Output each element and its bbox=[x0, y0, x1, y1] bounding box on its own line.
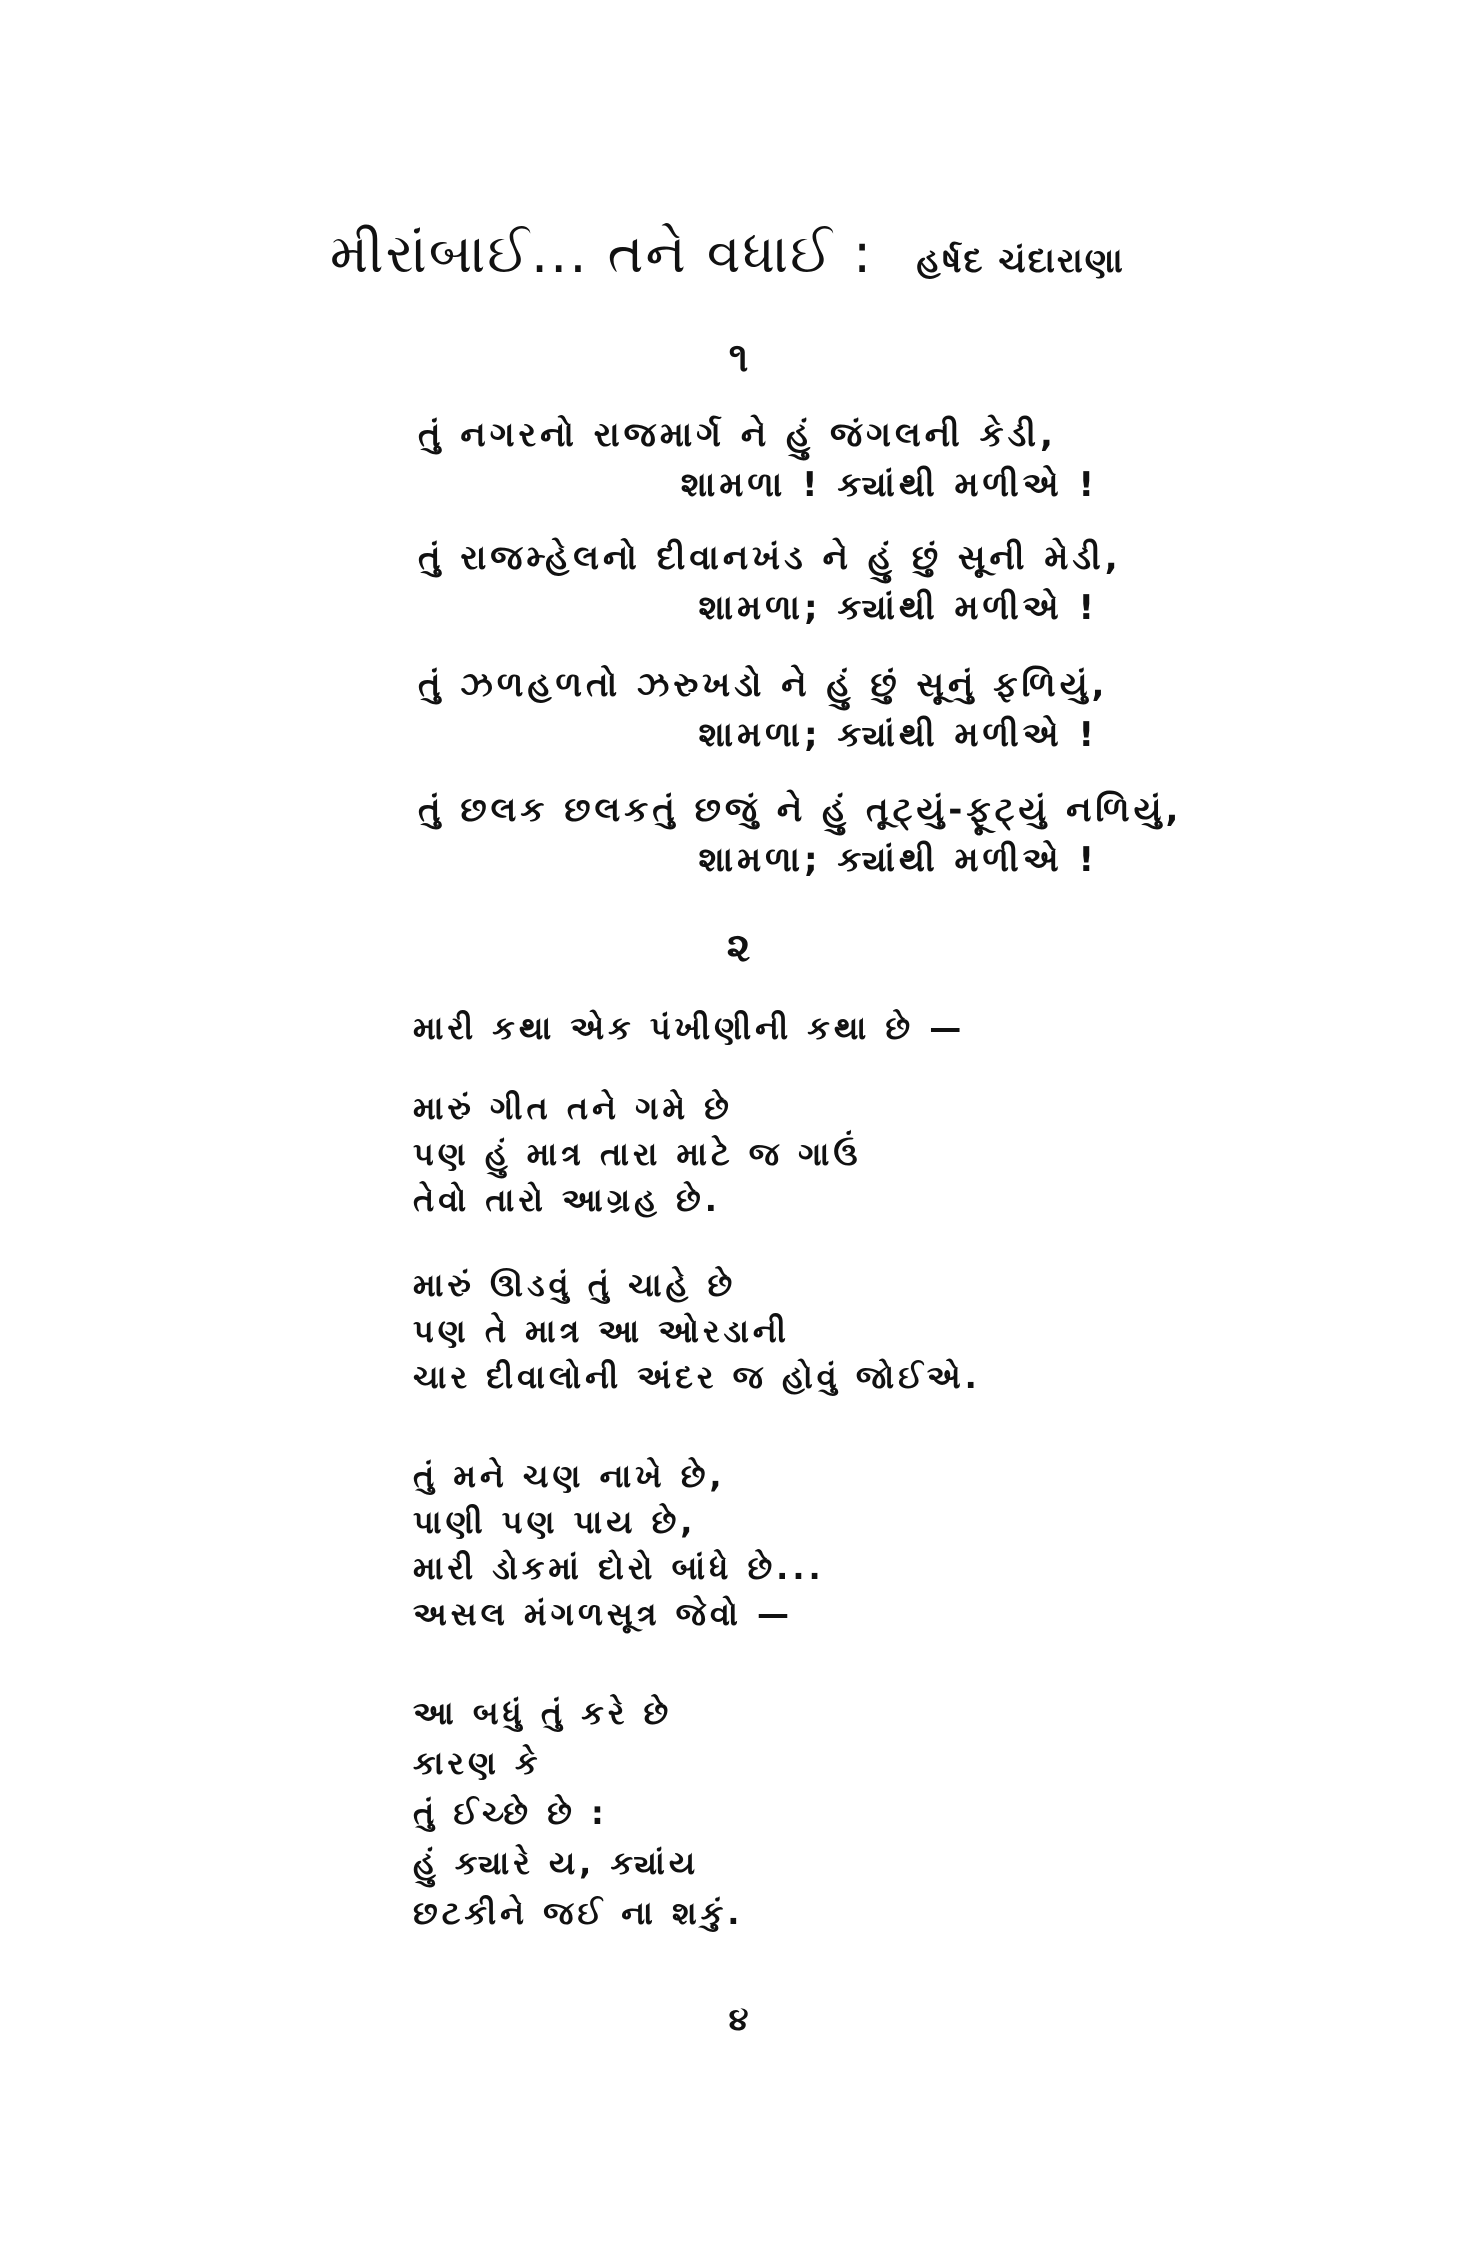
section-number-1: ૧ bbox=[728, 335, 749, 381]
stanza bbox=[413, 1085, 1313, 1223]
stanza bbox=[413, 1688, 1313, 1938]
stanza bbox=[418, 410, 1098, 510]
verse-line: મારી કથા એક પંખીણીની કથા છે — bbox=[413, 1009, 966, 1047]
verse-line: તું ઝળહળતો ઝરુખડો ને હું છું સૂનું ફળિયું, bbox=[418, 665, 1109, 705]
verse-line: અસલ મંગળસૂત્ર જેવો — bbox=[413, 1595, 794, 1633]
verse-line: હું ક્યારે ય, ક્યાંય bbox=[413, 1844, 700, 1882]
verse-line: પણ હું માત્ર તારા માટે જ ગાઉં bbox=[413, 1135, 862, 1173]
author-name: હર્ષદ ચંદારાણા bbox=[916, 241, 1125, 281]
stanza bbox=[413, 1262, 1313, 1400]
verse-line: તેવો તારો આગ્રહ છે. bbox=[413, 1181, 721, 1219]
refrain-line: શામળા; ક્યાંથી મળીએ ! bbox=[698, 840, 1098, 880]
stanza bbox=[418, 660, 1109, 760]
verse-line: પાણી પણ પાય છે, bbox=[413, 1503, 697, 1541]
page-number: ૪ bbox=[728, 2000, 749, 2038]
refrain-line: શામળા; ક્યાંથી મળીએ ! bbox=[698, 588, 1098, 628]
verse-line: મારું ગીત તને ગમે છે bbox=[413, 1089, 733, 1127]
stanza bbox=[418, 533, 1122, 633]
stanza bbox=[413, 1005, 1313, 1051]
verse-line: તું મને ચણ નાખે છે, bbox=[413, 1457, 726, 1495]
verse-line: કારણ કે bbox=[413, 1744, 542, 1782]
title-text: મીરાંબાઈ... તને વધાઈ : bbox=[330, 222, 874, 285]
verse-line: તું ઈચ્છે છે : bbox=[413, 1794, 608, 1832]
verse-line: મારી ડોકમાં દોરો બાંધે છે... bbox=[413, 1549, 825, 1587]
verse-line: મારું ઊડવું તું ચાહે છે bbox=[413, 1266, 737, 1304]
stanza bbox=[413, 1453, 1313, 1637]
section-number-2: ૨ bbox=[726, 925, 751, 971]
refrain-line: શામળા ! ક્યાંથી મળીએ ! bbox=[680, 465, 1098, 505]
verse-line: તું રાજમ્હેલનો દીવાનખંડ ને હું છું સૂની મેડી, bbox=[418, 538, 1122, 578]
stanza bbox=[418, 785, 1183, 885]
verse-line: પણ તે માત્ર આ ઓરડાની bbox=[413, 1312, 790, 1350]
verse-line: આ બધું તું કરે છે bbox=[413, 1694, 673, 1732]
refrain-line: શામળા; ક્યાંથી મળીએ ! bbox=[698, 715, 1098, 755]
verse-line: તું નગરનો રાજમાર્ગ ને હું જંગલની કેડી, bbox=[418, 415, 1057, 455]
verse-line: તું છલક છલકતું છજું ને હું તૂટ્યું-ફૂટ્યું નળિયું, bbox=[418, 790, 1183, 830]
poem-title bbox=[330, 222, 1125, 286]
verse-line: ચાર દીવાલોની અંદર જ હોવું જોઈએ. bbox=[413, 1358, 981, 1396]
verse-line: છટકીને જઈ ના શકું. bbox=[413, 1894, 744, 1932]
